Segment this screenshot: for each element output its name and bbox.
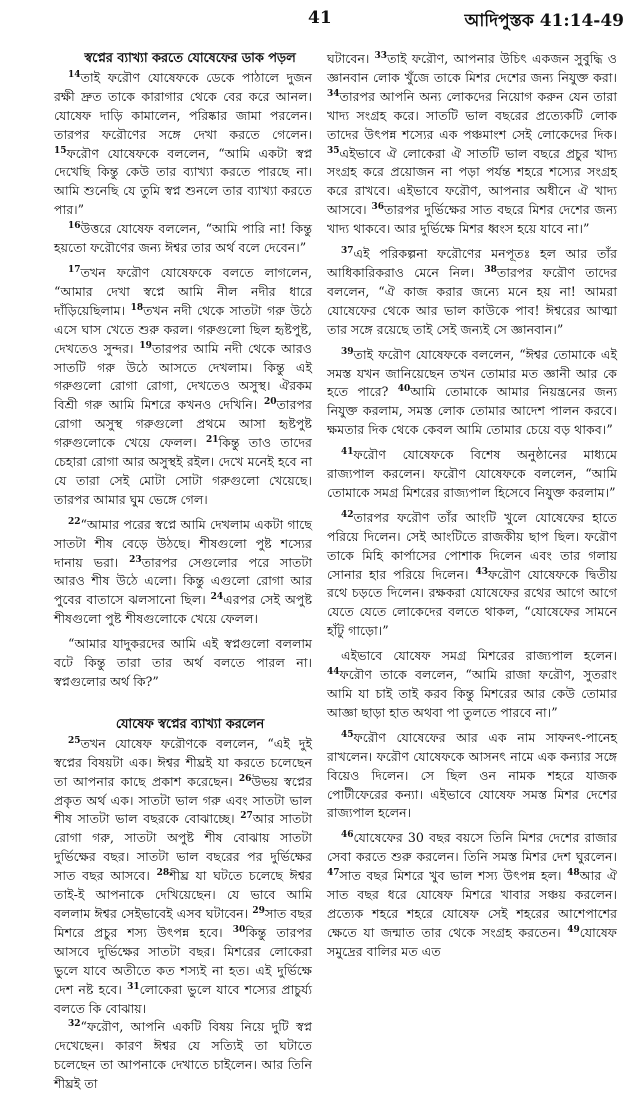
verse-text: ফরৌণ তাকে বললেন, “আমি রাজা ফরৌণ, সুতরাং আমি যা চাই তাই করব কিন্তু মিশরের আর কেউ তোমার আজ্ঞা ছাড়া হাত অথবা পা তুলতে পারবে না।” xyxy=(327,667,617,720)
verse-text: আর সাতটা রোগা গরু, সাতটা অপুষ্ট শীষ বোঝায় সাতটা দুর্ভিক্ষের বছর। সাতটা ভাল বছরের পর দুর্ভিক্ষের সাত বছর আসবে। xyxy=(54,811,312,884)
verse-text: তারপর আমি নদী থেকে আরও সাতটি গরু উঠে আসতে দেখলাম। কিন্তু এই গরুগুলো রোগা রোগা, দেখতেও অসুস্থ। ঐরকম বিশ্রী গরু আমি মিশরে কখনও দেখিনি। xyxy=(54,340,313,413)
verse-number: 24 xyxy=(210,592,224,603)
paragraph xyxy=(54,69,312,220)
verse-text: “আমার পরের স্বপ্নে আমি দেখলাম একটা গাছে সাতটা শীষ বেড়ে উঠছে। শীষগুলো পুষ্ট শস্যের দানায় ভরা। xyxy=(54,516,312,570)
verse-number: 14 xyxy=(68,69,81,80)
verse-number: 45 xyxy=(341,729,354,740)
verse-number: 27 xyxy=(240,811,253,822)
paragraph xyxy=(327,509,617,641)
verse-number: 41 xyxy=(341,446,354,457)
verse-number: 22 xyxy=(68,516,81,527)
verse-text: সাত বছর মিশরে প্রচুর শস্য উৎপন্ন হবে। xyxy=(54,905,312,940)
verse-text: তারপর রোগা অসুস্থ গরুগুলো প্রথমে আসা হৃষ্টপুষ্ট গরুগুলোকে খেয়ে ফেলল। xyxy=(54,397,312,451)
verse-number: 20 xyxy=(263,397,277,408)
paragraph xyxy=(54,735,312,1019)
verse-text: ফরৌণ যোষেফকে বিশেষ অনুষ্ঠানের মাধ্যমে রাজ্যপাল করলেন। ফরৌণ যোষেফকে বললেন, “আমি তোমাকে সমগ্র মিশরের রাজ্যপাল হিসেবে নিযুক্ত করলাম।” xyxy=(327,447,617,500)
paragraph xyxy=(54,516,312,629)
verse-text: ঘটাবেন। xyxy=(327,51,375,66)
verse-number: 26 xyxy=(238,773,252,784)
book-title: আদিপুস্তক xyxy=(464,11,534,31)
paragraph xyxy=(54,1018,312,1094)
verse-number: 37 xyxy=(341,245,354,256)
verse-text: আমি তোমাকে আমার নিয়ন্ত্রনের জন্য নিযুক্ত করলাম, সমস্ত লোক তোমার আদেশ পালন করবে। ক্ষমতার দিক থেকে কেবল আমি তোমার চেয়ে বড় থাকব।” xyxy=(327,384,617,438)
verse-text: তখন ফরৌণ যোষেফকে বলতে লাগলেন, “আমার দেখা স্বপ্নে আমি নীল নদীর ধারে দাঁড়িয়েছিলাম। xyxy=(54,264,312,318)
paragraph xyxy=(327,647,617,723)
verse-text: উত্তরে যোষেফ বললেন, “আমি পারি না! কিন্তু হয়তো ফরৌণের জন্য ঈশ্বর তার অর্থ বলে দেবেন।” xyxy=(54,221,312,256)
verse-number: 15 xyxy=(54,145,67,156)
verse-number: 46 xyxy=(341,830,354,841)
verse-number: 18 xyxy=(130,302,144,313)
running-head xyxy=(464,8,624,36)
paragraph xyxy=(327,245,617,340)
page-number: 41 xyxy=(308,8,332,28)
verse-text: “ফরৌণ, আপনি একটি বিষয় নিয়ে দুটি স্বপ্ন দেখেছেন। কারণ ঈশ্বর যে সত্যিই তা ঘটাতে চলেছেন তা আপনাকে দেখাতে চাইলেন। আর তিনি শীঘ্রই তা xyxy=(54,1019,312,1092)
verse-text: এরপর সেই অপুষ্ট শীষগুলো পুষ্ট শীষগুলোকে খেয়ে ফেলল। xyxy=(54,592,312,627)
verse-number: 39 xyxy=(341,346,354,357)
page-header xyxy=(0,6,638,36)
verse-number: 34 xyxy=(327,88,340,99)
paragraph xyxy=(327,50,617,239)
verse-text: যোষেফ সমুদ্রের বালির মত এত xyxy=(327,924,617,959)
verse-number: 33 xyxy=(374,50,388,61)
verse-number: 25 xyxy=(68,735,81,746)
verse-text: ফরৌণ যোষেফকে দ্বিতীয় রথে চড়তে দিলেন। রক্ষকরা যোষেফের রথের আগে আগে যেতে যেতে লোকেদের বলতে থাকল, “যোষেফের সামনে হাঁটু গাড়ো।” xyxy=(327,566,617,639)
verse-number: 49 xyxy=(567,924,580,935)
paragraph xyxy=(327,829,617,961)
verse-number: 21 xyxy=(205,434,219,445)
verse-text: এইভাবে যোষেফ সমগ্র মিশরের রাজ্যপাল হলেন। xyxy=(341,648,617,664)
section-heading: যোষেফ স্বপ্নের ব্যাখ্যা করলেন xyxy=(115,716,265,732)
verse-text: উভয় স্বপ্নের প্রকৃত অর্থ এক। সাতটা ভাল গরু এবং সাতটা ভাল শীষ সাতটা ভাল বছরকে বোঝাচ্ছে। xyxy=(54,773,312,827)
verse-text: তাই ফরৌণ যোষেফকে ডেকে পাঠালে দুজন রক্ষী দ্রুত তাকে কারাগার থেকে বের করে আনল। যোষেফ দাড়ি কামালেন, পরিষ্কার জামা পরলেন। তারপর ফরৌণের সঙ্গে দেখা করতে গেলেন। xyxy=(54,69,312,142)
paragraph xyxy=(327,729,617,824)
section-heading: স্বপ্নের ব্যাখ্যা করতে যোষেফের ডাক পড়ল xyxy=(84,51,296,66)
verse-number: 29 xyxy=(252,905,265,916)
verse-number: 48 xyxy=(567,867,580,878)
verse-text: কিন্তু তাও তাদের চেহারা রোগা আর অসুস্থই রইল। দেখে মনেই হবে না যে তারা সেই মোটা সোটা গরুগুলো খেয়েছে। তারপর আমার ঘুম ভেঙ্গে গেল। xyxy=(54,435,312,507)
verse-text: যোষেফের 30 বছর বয়সে তিনি মিশর দেশের রাজার সেবা করতে শুরু করলেন। তিনি সমস্ত মিশর দেশ ঘুরলেন। xyxy=(327,830,617,865)
verse-text: ফরৌণ যোষেফকে বললেন, “আমি একটা স্বপ্ন দেখেছি কিন্তু কেউ তার ব্যাখ্যা করতে পারছে না। আমি শুনেছি যে তুমি স্বপ্ন শুনলে তার ব্যাখ্যা করতে পার।” xyxy=(54,145,312,218)
verse-number: 32 xyxy=(68,1019,81,1030)
verse-number: 19 xyxy=(139,340,152,351)
verse-text: সাত বছর মিশরে খুব ভাল শস্য উৎপন্ন হল। xyxy=(339,868,568,884)
paragraph: “আমার যাদুকরদের আমি এই স্বপ্নগুলো বললাম বটে কিন্তু তারা তার অর্থ বলতে পারল না। স্বপ্নগুলোর অর্থ কি?” xyxy=(54,636,312,689)
verse-number: 38 xyxy=(484,264,497,275)
chapter-verse-reference: 41:14-49 xyxy=(539,11,624,31)
verse-text: কিন্তু তারপর আসবে দুর্ভিক্ষের সাতটা বছর। মিশরের লোকেরা ভুলে যাবে অতীতে কত শস্যই না হত। এই দুর্ভিক্ষে দেশ নষ্ট হবে। xyxy=(54,924,312,997)
verse-text: তাই ফরৌণ, আপনার উচিৎ একজন সুবুদ্ধি ও জ্ঞানবান লোক খুঁজে তাকে মিশর দেশের জন্য নিযুক্ত করা। xyxy=(327,51,617,85)
verse-number: 44 xyxy=(327,666,340,677)
verse-text: এইভাবে ঐ লোকেরা ঐ সাতটি ভাল বছরে প্রচুর খাদ্য সংগ্রহ করে প্রয়োজন না পড়া পর্যন্ত শহরে শস্যের সংগ্রহ করে রাখবে। এইভাবে ফরৌণ, আপনার অধীনে ঐ খাদ্য আসবে। xyxy=(327,145,617,218)
verse-text: শীঘ্র যা ঘটতে চলেছে ঈশ্বর তাই-ই আপনাকে দেখিয়েছেন। যে ভাবে আমি বললাম ঈশ্বর সেইভাবেই এসব ঘটাবেন। xyxy=(54,868,312,921)
paragraph xyxy=(54,264,312,510)
paragraph xyxy=(327,346,617,441)
verse-number: 40 xyxy=(397,384,411,395)
paragraph xyxy=(54,220,312,258)
verse-text: তখন নদী থেকে সাতটা গরু উঠে এসে ঘাস খেতে শুরু করল। গরুগুলো ছিল হৃষ্টপুষ্ট, দেখতেও সুন্দর। xyxy=(54,302,312,356)
verse-text: আর ঐ সাত বছর ধরে যোষেফ মিশরে খাবার সঞ্চয় করলেন। প্রত্যেক শহরে শহরে যোষেফ সেই শহরের আশেপাশের ক্ষেতে যা জন্মাত তার থেকে সংগ্রহ করতেন। xyxy=(327,868,617,940)
verse-text: তারপর ফরৌণ তাঁর আংটি খুলে যোষেফের হাতে পরিয়ে দিলেন। সেই আংটিতে রাজকীয় ছাপ ছিল। ফরৌণ তাকে মিহি কার্পাসের পোশাক দিলেন এবং তার গলায় সোনার হার পরিয়ে দিলেন। xyxy=(327,509,617,582)
verse-number: 47 xyxy=(327,867,340,878)
verse-number: 28 xyxy=(156,867,170,878)
verse-number: 42 xyxy=(341,509,354,520)
verse-number: 23 xyxy=(129,554,142,565)
verse-number: 17 xyxy=(68,264,81,275)
verse-text: ফরৌণ যোষেফের আর এক নাম সাফনৎ-পানেহ রাখলেন। ফরৌণ যোষেফকে আসনৎ নামে এক কন্যার সঙ্গে বিয়েও দিলেন। সে ছিল ওন নামক শহরে যাজক পোটীফেরের কন্যা। এইভাবে যোষেফ সমস্ত মিশর দেশের রাজ্যপাল হলেন। xyxy=(327,729,617,821)
left-column xyxy=(54,50,312,1094)
verse-number: 30 xyxy=(232,924,246,935)
verse-text: তখন যোষেফ ফরৌণকে বললেন, “এই দুই স্বপ্নের বিষয়টা এক। ঈশ্বর শীঘ্রই যা করতে চলেছেন তা আপনার কাছে প্রকাশ করেছেন। xyxy=(54,735,312,789)
verse-text: এই পরিকল্পনা ফরৌণের মনপূতঃ হল আর তাঁর আধিকারিকরাও মেনে নিল। xyxy=(327,246,617,280)
verse-text: লোকেরা ভুলে যাবে শস্যের প্রাচুর্য্য বলতে কি বোঝায়। xyxy=(54,981,312,1016)
verse-text: তারপর আপনি অন্য লোকদের নিয়োগ করুন যেন তারা খাদ্য সংগ্রহ করে। সাতটি ভাল বছরের প্রত্যেকটি লোক তাদের উৎপন্ন শস্যের এক পঞ্চমাংশ সেই লোকেদের দিক। xyxy=(327,88,617,142)
right-column xyxy=(327,50,617,962)
verse-text: তারপর ফরৌণ তাদের বললেন, “ঐ কাজ করার জন্যে মনে হয় না! আমরা যোষেফের থেকে আর ভাল কাউকে পাব! ঈশ্বরের আত্মা তার সঙ্গে রয়েছে তাই সেই জন্যই সে জ্ঞানবান।” xyxy=(327,264,617,337)
verse-number: 43 xyxy=(475,566,488,577)
verse-number: 36 xyxy=(371,202,384,213)
verse-number: 31 xyxy=(127,981,140,992)
verse-text: তাই ফরৌণ যোষেফকে বললেন, “ঈশ্বর তোমাকে এই সমস্ত যখন জানিয়েছেন তখন তোমার মত জ্ঞানী আর কে হতে পারে? xyxy=(327,346,617,400)
verse-number: 35 xyxy=(327,145,340,156)
paragraph xyxy=(327,446,617,503)
verse-text: তারপর সেগুলোর পরে সাতটা আরও শীষ উঠে এলো। কিন্তু এগুলো রোগা আর পুবের বাতাসে ঝলসানো ছিল। xyxy=(54,554,312,608)
verse-text: তারপর দুর্ভিক্ষের সাত বছরে মিশর দেশের জন্য খাদ্য থাকবে। আর দুর্ভিক্ষে মিশর ধ্বংস হয়ে যাবে না।” xyxy=(327,202,617,237)
verse-number: 16 xyxy=(68,220,81,231)
